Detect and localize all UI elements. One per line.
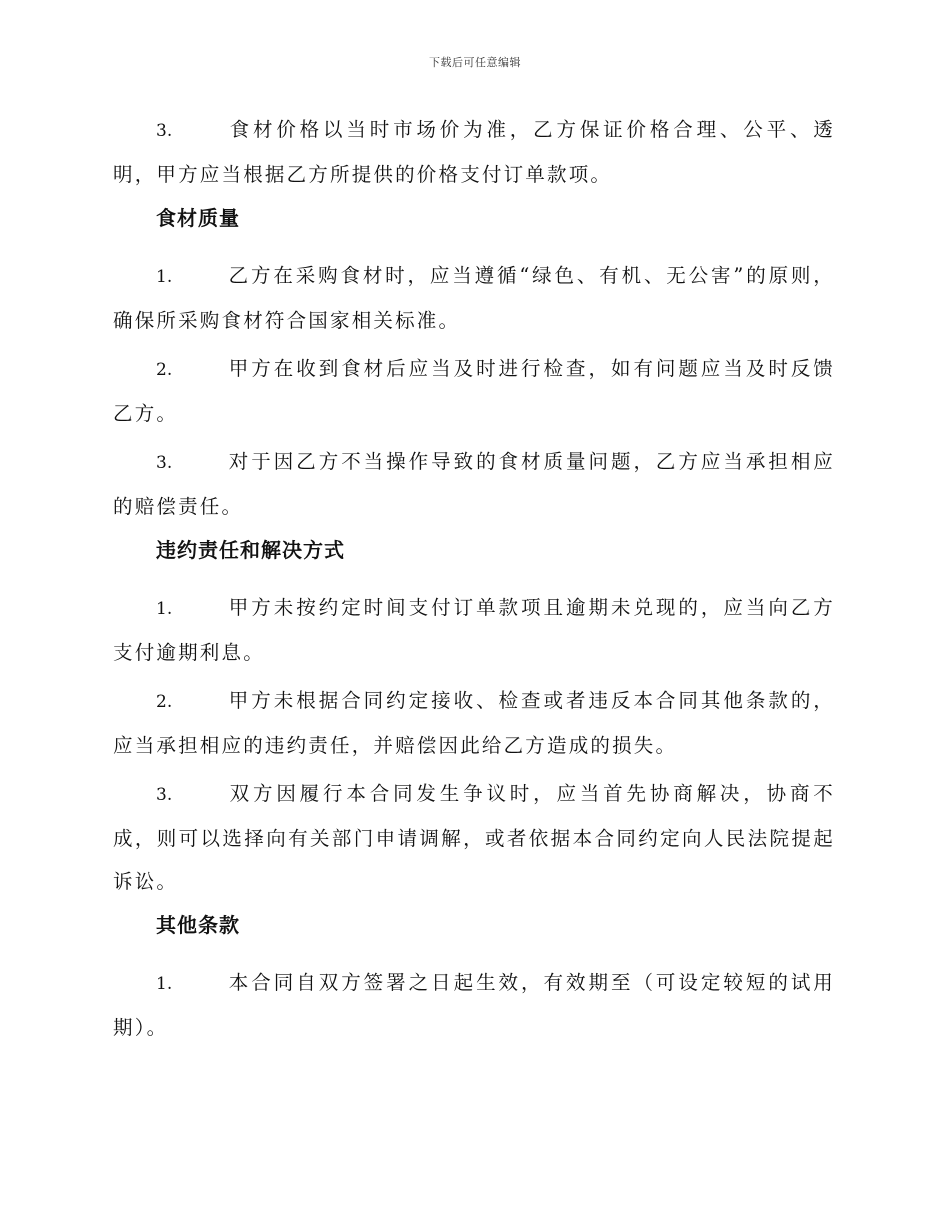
clause-item xyxy=(113,772,835,903)
clause-item xyxy=(113,961,835,1049)
clause-number: 1. xyxy=(156,267,173,287)
clause-item xyxy=(113,108,835,196)
clause-number: 1. xyxy=(156,599,173,619)
clause-number: 1. xyxy=(156,974,173,994)
clause-number: 3. xyxy=(156,453,173,473)
clause-item xyxy=(113,679,835,767)
clause-text: 乙方在采购食材时，应当遵循“绿色、有机、无公害”的原则，确保所采购食材符合国家相关标准。 xyxy=(113,264,835,332)
clause-text: 双方因履行本合同发生争议时，应当首先协商解决，协商不成，则可以选择向有关部门申请调解，或者依据本合同约定向人民法院提起诉讼。 xyxy=(113,782,835,893)
clause-item xyxy=(113,347,835,435)
clause-item xyxy=(113,440,835,528)
clause-text: 甲方未按约定时间支付订单款项且逾期未兑现的，应当向乙方支付逾期利息。 xyxy=(113,596,835,664)
clause-number: 3. xyxy=(156,785,173,805)
clause-text: 甲方未根据合同约定接收、检查或者违反本合同其他条款的，应当承担相应的违约责任，并赔偿因此给乙方造成的损失。 xyxy=(113,689,835,757)
clause-text: 食材价格以当时市场价为准，乙方保证价格合理、公平、透明，甲方应当根据乙方所提供的价格支付订单款项。 xyxy=(113,118,835,186)
clause-text: 对于因乙方不当操作导致的食材质量问题，乙方应当承担相应的赔偿责任。 xyxy=(113,450,835,518)
section-heading: 食材质量 xyxy=(156,206,240,230)
clause-text: 甲方在收到食材后应当及时进行检查，如有问题应当及时反馈乙方。 xyxy=(113,357,835,425)
page-header: 下载后可任意编辑 xyxy=(429,56,521,69)
section-heading: 违约责任和解决方式 xyxy=(156,538,345,562)
clause-number: 2. xyxy=(156,692,173,712)
clause-item xyxy=(113,254,835,342)
clause-number: 3. xyxy=(156,121,173,141)
clause-number: 2. xyxy=(156,360,173,380)
clause-text: 本合同自双方签署之日起生效，有效期至（可设定较短的试用期）。 xyxy=(113,971,835,1039)
section-heading: 其他条款 xyxy=(156,913,240,937)
clause-item xyxy=(113,586,835,674)
document-body xyxy=(113,108,835,1054)
